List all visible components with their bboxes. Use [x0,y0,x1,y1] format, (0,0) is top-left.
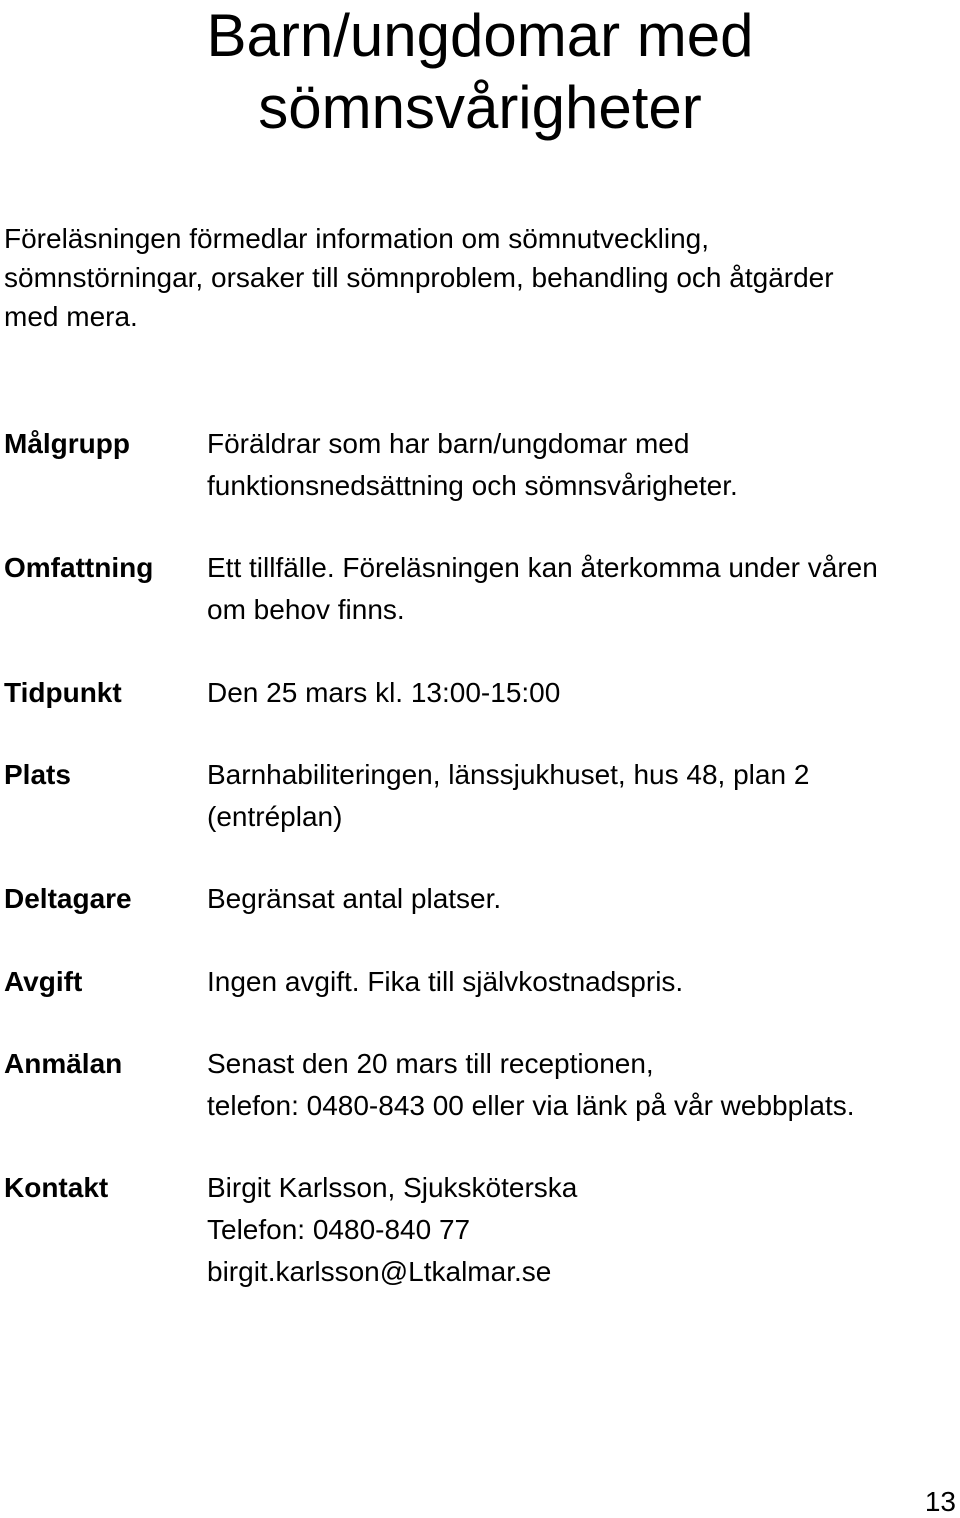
detail-label-anmalan: Anmälan [4,1048,123,1079]
detail-value-line: funktionsnedsättning och sömnsvårigheter. [207,470,738,501]
detail-value-line: Telefon: 0480-840 77 [207,1214,471,1245]
detail-label-malgrupp: Målgrupp [4,428,130,459]
intro-line-3: med mera. [4,301,138,332]
detail-value-line: Ingen avgift. Fika till självkostnadspris. [207,966,684,997]
detail-value-tidpunkt [207,672,957,714]
detail-value-deltagare [207,878,957,920]
detail-value-line: telefon: 0480-843 00 eller via länk på vår webbplats. [207,1090,855,1121]
page-title-line-2: sömnsvårigheter [258,74,702,141]
intro-paragraph [4,219,954,336]
detail-label-tidpunkt: Tidpunkt [4,677,122,708]
detail-value-line: Föräldrar som har barn/ungdomar med [207,428,690,459]
detail-label-plats: Plats [4,759,71,790]
detail-value-avgift [207,961,957,1003]
detail-value-malgrupp [207,423,957,507]
detail-value-omfattning [207,547,957,631]
detail-value-line: Ett tillfälle. Föreläsningen kan återkomma under våren [207,552,878,583]
detail-value-line: Senast den 20 mars till receptionen, [207,1048,654,1079]
detail-label-avgift: Avgift [4,966,83,997]
detail-value-anmalan [207,1043,957,1127]
detail-value-plats [207,754,957,838]
page-title [0,0,960,144]
page-title-line-1: Barn/ungdomar med [206,2,754,69]
detail-value-line: Den 25 mars kl. 13:00-15:00 [207,677,561,708]
detail-label-deltagare: Deltagare [4,883,132,914]
detail-value-kontakt [207,1167,957,1293]
intro-line-2: sömnstörningar, orsaker till sömnproblem, behandling och åtgärder [4,262,834,293]
detail-value-line: Barnhabiliteringen, länssjukhuset, hus 48, plan 2 [207,759,810,790]
detail-label-kontakt: Kontakt [4,1172,109,1203]
detail-value-line: om behov finns. [207,594,405,625]
contact-email: birgit.karlsson@Ltkalmar.se [207,1256,552,1287]
detail-label-omfattning: Omfattning [4,552,154,583]
detail-value-line: (entréplan) [207,801,343,832]
detail-value-line: Birgit Karlsson, Sjuksköterska [207,1172,578,1203]
detail-value-line: Begränsat antal platser. [207,883,502,914]
page-number: 13 [924,1486,956,1517]
intro-line-1: Föreläsningen förmedlar information om sömnutveckling, [4,223,709,254]
